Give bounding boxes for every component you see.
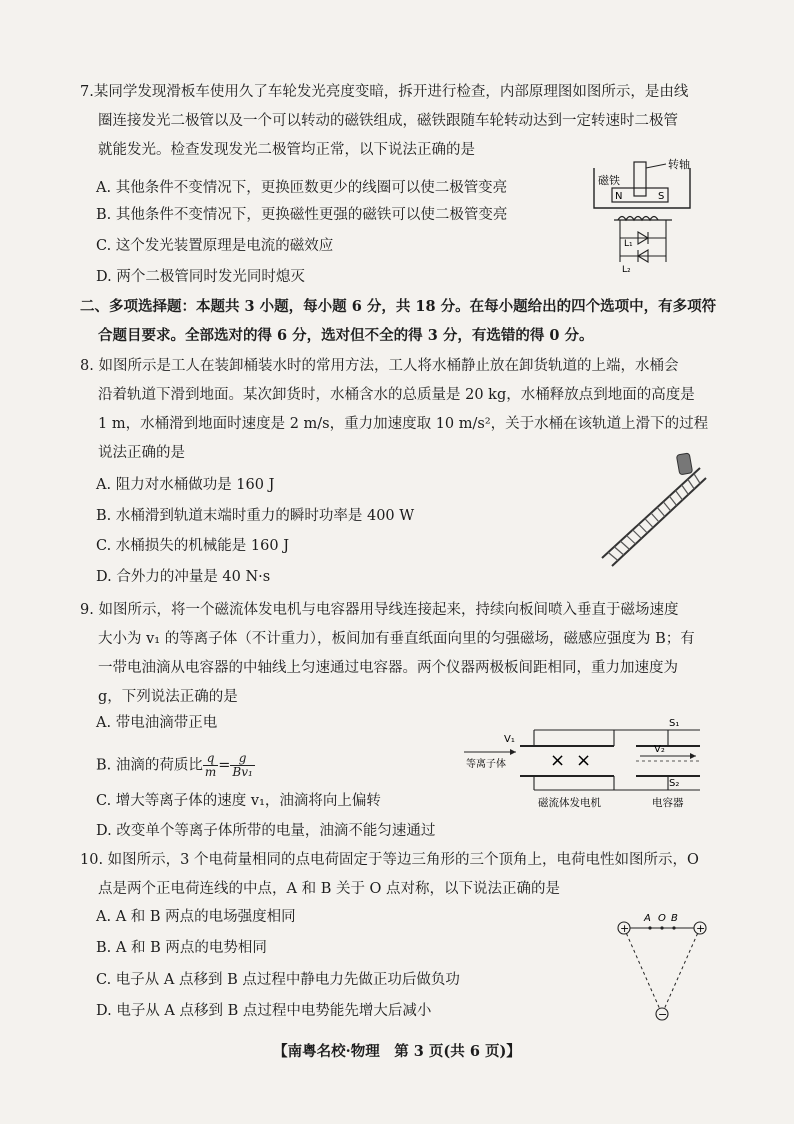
q10-option-d: D. 电子从 A 点移到 B 点过程中电势能先增大后减小 bbox=[96, 1003, 432, 1019]
q9-frac-den-bv: Bv₁ bbox=[232, 765, 253, 779]
q9-stem-line-2: 大小为 v₁ 的等离子体（不计重力），板间加有垂直纸面向里的匀强磁场，磁感应强度为 B；有 bbox=[98, 631, 695, 647]
section-2-heading bbox=[80, 292, 720, 350]
q7-option-b: B. 其他条件不变情况下，更换磁性更强的磁铁可以使二极管变亮 bbox=[96, 207, 508, 223]
q9-fraction-g-bv bbox=[230, 752, 254, 779]
q8-option-c: C. 水桶损失的机械能是 160 J bbox=[96, 538, 290, 554]
section-2-line-1: 二、多项选择题：本题共 3 小题，每小题 6 分，共 18 分。在每小题给出的四个选项中，有多项符 bbox=[80, 298, 717, 315]
q8-track-rung bbox=[620, 541, 629, 549]
q8-track-rung bbox=[663, 502, 671, 511]
q8-stem-line-1: 8. 如图所示是工人在装卸桶装水时的常用方法，工人将水桶静止放在卸货轨道的上端，水桶会 bbox=[80, 358, 679, 374]
q8-track bbox=[602, 468, 706, 566]
q8-track-rung bbox=[676, 491, 683, 501]
q7-generator-figure bbox=[586, 158, 706, 278]
q8-track-rung bbox=[608, 552, 618, 560]
q9-label-v2: V₂ bbox=[654, 744, 665, 755]
q9-label-plasma: 等离子体 bbox=[466, 759, 506, 770]
q7-label-l1: L₁ bbox=[624, 239, 633, 249]
q7-option-a: A. 其他条件不变情况下，更换匝数更少的线圈可以使二极管变亮 bbox=[96, 180, 508, 196]
q10-option-a: A. A 和 B 两点的电场强度相同 bbox=[96, 909, 296, 925]
question-7 bbox=[80, 78, 720, 165]
q9-option-a: A. 带电油滴带正电 bbox=[96, 715, 218, 731]
q9-option-c: C. 增大等离子体的速度 v₁，油滴将向上偏转 bbox=[96, 793, 381, 809]
q10-triangle-figure bbox=[612, 906, 712, 1024]
q9-fraction-q-m bbox=[203, 752, 218, 779]
q9-stem-line-1: 9. 如图所示，将一个磁流体发电机与电容器用导线连接起来，持续向板间喷入垂直于磁场速度 bbox=[80, 602, 679, 618]
q9-field-cross-2: × bbox=[576, 750, 592, 771]
q8-stem-line-3: 1 m，水桶滑到地面时速度是 2 m/s，重力加速度取 10 m/s²，关于水桶在该轨道上滑下的过程 bbox=[98, 416, 709, 432]
q7-option-d: D. 两个二极管同时发光同时熄灭 bbox=[96, 269, 305, 285]
q9-label-s2: S₂ bbox=[669, 778, 680, 789]
q7-option-c: C. 这个发光装置原理是电流的磁效应 bbox=[96, 238, 334, 254]
q8-track-rung bbox=[639, 524, 648, 533]
q8-stem-line-4: 说法正确的是 bbox=[98, 445, 185, 461]
q7-label-shaft: 转轴 bbox=[668, 158, 690, 171]
q7-label-n: N bbox=[615, 191, 623, 202]
q8-track-rung bbox=[694, 474, 700, 484]
q9-frac-num-q: q bbox=[203, 752, 218, 766]
q8-stem-line-2: 沿着轨道下滑到地面。某次卸货时，水桶含水的总质量是 20 kg，水桶释放点到地面的高度是 bbox=[98, 387, 695, 403]
q9-option-d: D. 改变单个等离子体所带的电量，油滴不能匀速通过 bbox=[96, 823, 436, 839]
q10-option-b: B. A 和 B 两点的电势相同 bbox=[96, 940, 267, 956]
q10-plus-left: + bbox=[620, 922, 630, 935]
q9-option-b bbox=[96, 752, 255, 779]
q8-option-b: B. 水桶滑到轨道末端时重力的瞬时功率是 400 W bbox=[96, 508, 415, 524]
q10-option-c: C. 电子从 A 点移到 B 点过程中静电力先做正功后做负功 bbox=[96, 972, 460, 988]
q8-option-d: D. 合外力的冲量是 40 N·s bbox=[96, 569, 271, 585]
q10-label-b: B bbox=[671, 913, 678, 924]
q8-track-rung bbox=[682, 485, 689, 495]
q7-label-s: S bbox=[658, 191, 665, 202]
q8-track-rung bbox=[657, 507, 665, 516]
q10-plus-right: + bbox=[696, 922, 706, 935]
q7-label-magnet: 磁铁 bbox=[598, 174, 620, 187]
q8-ramp-figure bbox=[596, 448, 710, 570]
q10-stem-line-1: 10. 如图所示，3 个电荷量相同的点电荷固定于等边三角形的三个顶角上，电荷电性如图所示，O bbox=[80, 852, 699, 868]
q7-stem-line-3: 就能发光。检查发现发光二极管均正常，以下说法正确的是 bbox=[98, 142, 475, 158]
q8-track-rung bbox=[645, 519, 653, 528]
q9-stem-line-4: g，下列说法正确的是 bbox=[98, 689, 238, 705]
q8-track-rung bbox=[627, 536, 636, 545]
q8-track-rung bbox=[614, 547, 624, 555]
question-10 bbox=[80, 846, 720, 904]
q8-option-a: A. 阻力对水桶做功是 160 J bbox=[96, 477, 275, 493]
q9-label-generator: 磁流体发电机 bbox=[538, 797, 601, 808]
page-footer: 【南粤名校·物理 第 3 页(共 6 页)】 bbox=[273, 1043, 521, 1060]
q8-water-bucket bbox=[676, 453, 692, 475]
q9-option-b-text: B. 油滴的荷质比 bbox=[96, 757, 203, 774]
q7-stem-line-1: 7.某同学发现滑板车使用久了车轮发光亮度变暗，拆开进行检查，内部原理图如图所示，是由线 bbox=[80, 84, 689, 100]
q9-stem-line-3: 一带电油滴从电容器的中轴线上匀速通过电容器。两个仪器两极板间距相同，重力加速度为 bbox=[98, 660, 678, 676]
q10-label-o: O bbox=[658, 913, 666, 924]
q9-frac-den-m: m bbox=[204, 765, 217, 779]
q9-field-cross-1: × bbox=[550, 750, 566, 771]
q9-label-s1: S₁ bbox=[669, 718, 680, 729]
q7-stem-line-2: 圈连接发光二极管以及一个可以转动的磁铁组成，磁铁跟随车轮转动达到一定转速时二极管 bbox=[98, 113, 678, 129]
q9-frac-num-g: g bbox=[230, 752, 254, 766]
q9-equals: = bbox=[218, 757, 231, 774]
q10-minus: − bbox=[658, 1008, 668, 1021]
q7-label-l2: L₂ bbox=[622, 265, 631, 275]
q9-label-v1: V₁ bbox=[504, 734, 515, 745]
q9-generator-capacitor-figure bbox=[464, 712, 710, 808]
q8-track-rung bbox=[688, 479, 695, 489]
q10-label-a: A bbox=[644, 913, 651, 924]
q8-track-rung bbox=[651, 513, 659, 522]
q10-stem-line-2: 点是两个正电荷连线的中点，A 和 B 关于 O 点对称，以下说法正确的是 bbox=[98, 881, 561, 897]
question-9 bbox=[80, 596, 720, 712]
section-2-line-2: 合题目要求。全部选对的得 6 分，选对但不全的得 3 分，有选错的得 0 分。 bbox=[98, 327, 594, 344]
q8-track-rung bbox=[669, 496, 676, 505]
q8-track-rung bbox=[633, 530, 642, 539]
q9-label-capacitor: 电容器 bbox=[652, 797, 684, 808]
